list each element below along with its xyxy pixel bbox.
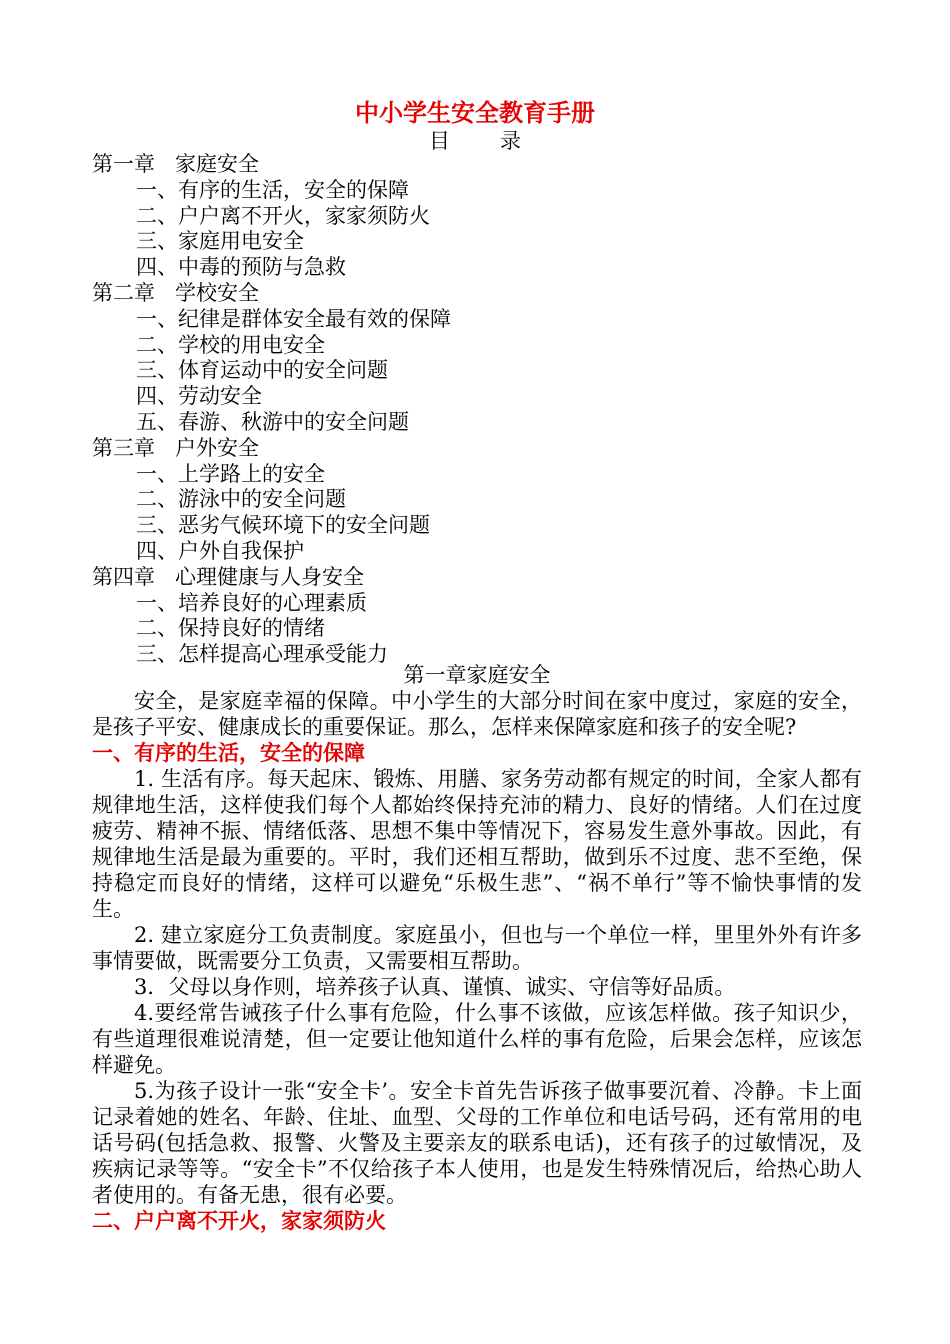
paragraph-4: 4.要经常告诫孩子什么事有危险，什么事不该做，应该怎样做。孩子知识少，有些道理很难说清楚，但一定要让他知道什么样的事有危险，后果会怎样，应该怎样避免。	[92, 1001, 862, 1077]
toc-chapter-number: 第三章	[92, 435, 155, 460]
toc-section: 四、劳动安全	[136, 384, 262, 409]
toc-chapter	[92, 152, 872, 178]
chapter-1-intro: 安全，是家庭幸福的保障。中小学生的大部分时间在家中度过，家庭的安全，是孩子平安、健康成长的重要保证。那么，怎样来保障家庭和孩子的安全呢?	[92, 689, 862, 739]
toc-section: 一、培养良好的心理素质	[136, 590, 367, 615]
section-2-heading: 二、户户离不开火，家家须防火	[92, 1208, 386, 1233]
toc-chapter-title: 学校安全	[175, 280, 259, 305]
toc-section: 二、保持良好的情绪	[136, 616, 325, 641]
toc-chapter	[92, 436, 872, 462]
toc-section: 三、恶劣气候环境下的安全问题	[136, 513, 430, 538]
toc-section: 三、体育运动中的安全问题	[136, 358, 388, 383]
paragraph-3: 3．父母以身作则，培养孩子认真、谨慎、诚实、守信等好品质。	[134, 975, 736, 999]
toc-chapter-number: 第一章	[92, 152, 155, 176]
table-of-contents	[92, 152, 872, 668]
toc-section: 一、上学路上的安全	[136, 461, 325, 486]
paragraph-1: 1. 生活有序。每天起床、锻炼、用膳、家务劳动都有规定的时间，全家人都有规律地生活，这样使我们每个人都始终保持充沛的精力、良好的情绪。人们在过度疲劳、精神不振、情绪低落、思想不集中等情况下，容易发生意外事故。因此，有规律地生活是最为重要的。平时，我们还相互帮助，做到乐不过度、悲不至绝，保持稳定而良好的情绪，这样可以避免“乐极生悲”、“祸不单行”等不愉快事情的发生。	[92, 767, 862, 921]
toc-heading: 目录	[429, 129, 571, 153]
paragraph-2: 2. 建立家庭分工负责制度。家庭虽小，但也与一个单位一样，里里外外有许多事情要做，既需要分工负责，又需要相互帮助。	[92, 923, 862, 973]
toc-section: 一、有序的生活，安全的保障	[136, 177, 409, 202]
toc-chapter	[92, 565, 872, 591]
toc-chapter-title: 户外安全	[175, 435, 259, 460]
toc-section: 二、学校的用电安全	[136, 332, 325, 357]
chapter-1-body	[92, 662, 862, 1234]
toc-section: 三、怎样提高心理承受能力	[136, 642, 388, 667]
toc-chapter-number: 第四章	[92, 564, 155, 589]
toc-section: 四、中毒的预防与急救	[136, 255, 346, 280]
toc-section: 四、户外自我保护	[136, 538, 304, 563]
toc-chapter	[92, 281, 872, 307]
document-title: 中小学生安全教育手册	[355, 98, 595, 127]
toc-section: 一、纪律是群体安全最有效的保障	[136, 306, 451, 331]
toc-chapter-title: 家庭安全	[175, 152, 259, 176]
chapter-1-heading: 第一章家庭安全	[403, 663, 551, 687]
toc-chapter-title: 心理健康与人身安全	[175, 564, 364, 589]
toc-chapter-number: 第二章	[92, 280, 155, 305]
paragraph-5: 5.为孩子设计一张“安全卡’。安全卡首先告诉孩子做事要沉着、冷静。卡上面记录着她的姓名、年龄、住址、血型、父母的工作单位和电话号码，还有常用的电话号码(包括急救、报警、火警及主要亲友的联系电话)，还有孩子的过敏情况，及疾病记录等等。“安全卡”不仅给孩子本人使用，也是发生特殊情况后，给热心助人者使用的。有备无患，很有必要。	[92, 1079, 862, 1207]
section-1-heading: 一、有序的生活，安全的保障	[92, 740, 365, 765]
toc-section: 二、游泳中的安全问题	[136, 487, 346, 512]
toc-section: 五、春游、秋游中的安全问题	[136, 409, 409, 434]
toc-section: 三、家庭用电安全	[136, 229, 304, 254]
toc-section: 二、户户离不开火，家家须防火	[136, 203, 430, 228]
